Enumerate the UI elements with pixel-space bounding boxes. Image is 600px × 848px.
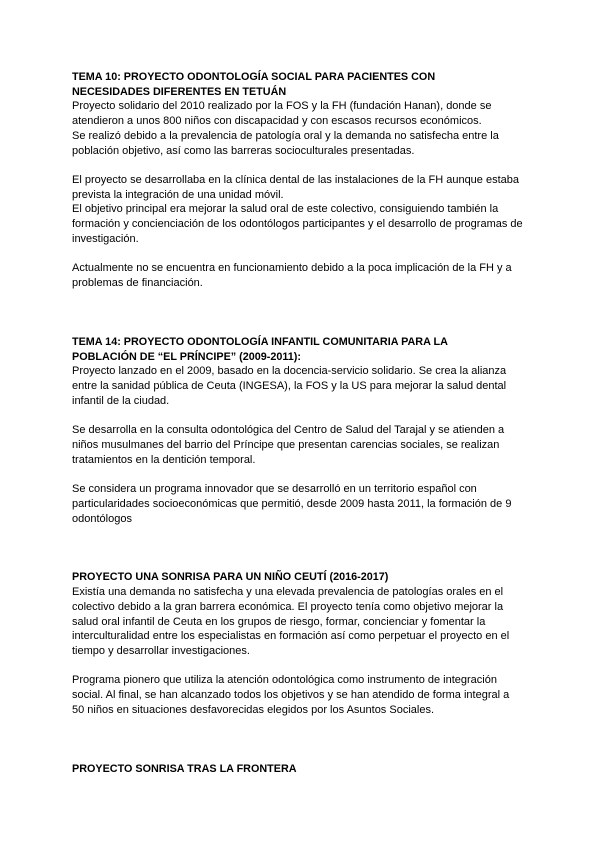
heading-line: NECESIDADES DIFERENTES EN TETUÁN — [72, 85, 287, 98]
paragraph — [72, 585, 542, 659]
paragraph — [72, 423, 542, 467]
section-tema-10 — [72, 70, 542, 291]
heading-line: TEMA 10: PROYECTO ODONTOLOGÍA SOCIAL PARA PACIENTES CON — [72, 71, 436, 83]
paragraph — [72, 173, 542, 202]
heading-line: TEMA 14: PROYECTO ODONTOLOGÍA INFANTIL COMUNITARIA PARA LA — [72, 335, 448, 348]
document-body — [72, 70, 542, 777]
paragraph — [72, 364, 542, 408]
section-sonrisa-tras-frontera — [72, 762, 542, 777]
text-line: población objetivo, así como las barreras socioculturales presentadas. — [72, 144, 415, 157]
text-line: tiempo y desarrollar investigaciones. — [72, 645, 250, 658]
paragraph — [72, 202, 542, 246]
paragraph — [72, 482, 542, 526]
text-line: Proyecto solidario del 2010 realizado por la FOS y la FH (fundación Hanan), donde se — [72, 100, 492, 113]
text-line: social. Al final, se han alcanzado todos los objetivos y se han atendido de forma integral a — [72, 689, 510, 702]
text-line: atendieron a unos 800 niños con discapacidad y con escasos recursos económicos. — [72, 115, 482, 128]
heading-line: POBLACIÓN DE “EL PRÍNCIPE” (2009-2011): — [72, 350, 301, 363]
text-line: 50 niños en situaciones desfavorecidas elegidos por los Asuntos Sociales. — [72, 703, 435, 716]
text-line: Se realizó debido a la prevalencia de patología oral y la demanda no satisfecha entre la — [72, 129, 499, 142]
text-line: colectivo debido a la gran barrera económica. El proyecto tenía como objetivo mejorar la — [72, 600, 504, 613]
text-line: El objetivo principal era mejorar la salud oral de este colectivo, consiguiendo también la — [72, 203, 499, 216]
paragraph — [72, 129, 542, 158]
text-line: investigación. — [72, 232, 139, 245]
text-line: Existía una demanda no satisfecha y una elevada prevalencia de patologías orales en el — [72, 586, 504, 599]
text-line: Programa pionero que utiliza la atención odontológica como instrumento de integración — [72, 674, 497, 687]
section-sonrisa-nino-ceuti — [72, 570, 542, 717]
text-line: odontólogos — [72, 512, 132, 525]
text-line: Actualmente no se encuentra en funcionamiento debido a la poca implicación de la FH y a — [72, 262, 512, 275]
section-heading — [72, 70, 542, 99]
section-tema-14 — [72, 335, 542, 526]
text-line: tratamientos en la dentición temporal. — [72, 453, 256, 466]
section-heading — [72, 762, 542, 777]
text-line: entre la sanidad pública de Ceuta (INGESA), la FOS y la US para mejorar la salud dental — [72, 380, 507, 393]
text-line: El proyecto se desarrollaba en la clínica dental de las instalaciones de la FH aunque estaba — [72, 174, 519, 187]
text-line: Se desarrolla en la consulta odontológica del Centro de Salud del Tarajal y se atienden a — [72, 424, 505, 437]
text-line: problemas de financiación. — [72, 277, 203, 290]
text-line: salud oral infantil de Ceuta en los grupos de riesgo, formar, concienciar y fomentar la — [72, 615, 486, 628]
paragraph — [72, 99, 542, 128]
heading-line: PROYECTO UNA SONRISA PARA UN NIÑO CEUTÍ (2016-2017) — [72, 571, 389, 584]
paragraph — [72, 261, 542, 290]
text-line: formación y concienciación de los odontólogos participantes y el desarrollo de programas de — [72, 218, 523, 231]
text-line: infantil de la ciudad. — [72, 394, 170, 407]
text-line: prevista la integración de una unidad móvil. — [72, 188, 284, 201]
text-line: interculturalidad entre los especialistas en formación así como perpetuar el proyecto en el — [72, 630, 510, 643]
paragraph — [72, 673, 542, 717]
section-heading — [72, 335, 542, 364]
heading-line: PROYECTO SONRISA TRAS LA FRONTERA — [72, 762, 297, 775]
section-heading — [72, 570, 542, 585]
text-line: niños musulmanes del barrio del Príncipe que presentan carencias sociales, se realizan — [72, 438, 500, 451]
text-line: Se considera un programa innovador que se desarrolló en un territorio español con — [72, 483, 477, 496]
text-line: Proyecto lanzado en el 2009, basado en la docencia-servicio solidario. Se crea la alianza — [72, 365, 507, 378]
text-line: particularidades socioeconómicas que permitió, desde 2009 hasta 2011, la formación de 9 — [72, 497, 512, 510]
